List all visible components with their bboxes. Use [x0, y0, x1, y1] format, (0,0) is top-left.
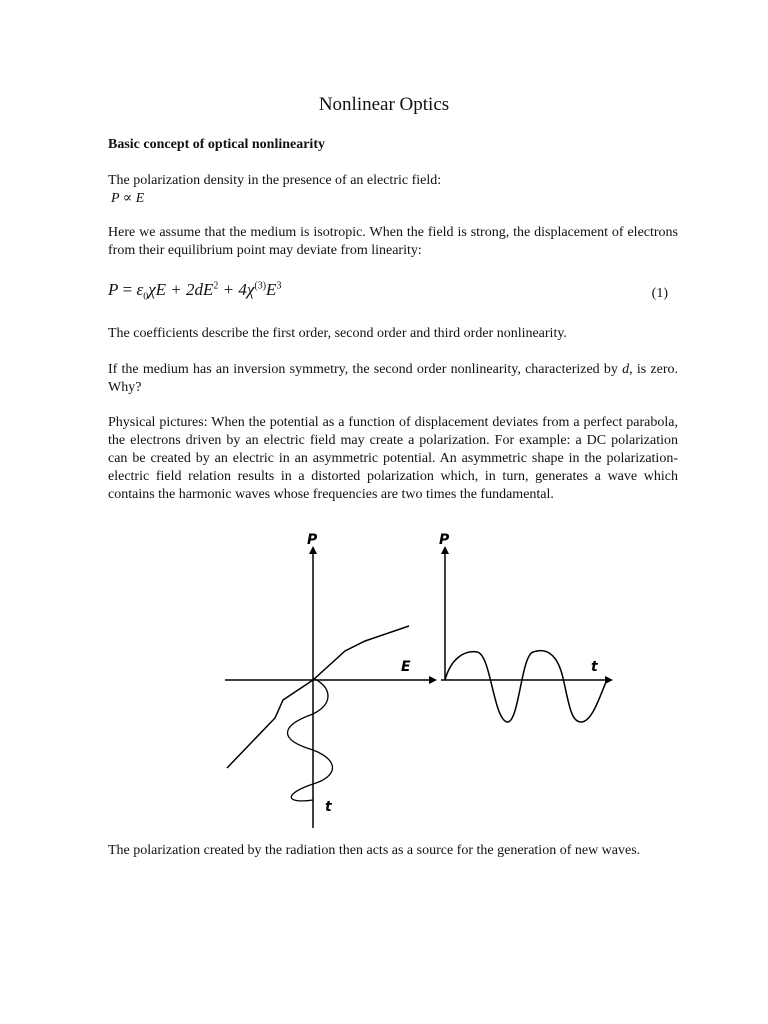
- right-y-label: P: [439, 532, 450, 548]
- eq-term2: + 4χ: [218, 280, 255, 299]
- text-part-b: , is zero. Why?: [108, 362, 678, 395]
- eq-sup3: (3): [254, 280, 267, 292]
- equation-1: [108, 280, 668, 308]
- polarization-figure: [215, 528, 615, 833]
- paragraph-inversion-symmetry: [108, 361, 678, 397]
- p-e-curve: [227, 626, 409, 768]
- text-part-a: If the medium has an inversion symmetry, the second order nonlinearity, characterized by: [108, 362, 623, 377]
- eq-sup4: 3: [276, 280, 282, 292]
- eq-epsilon-sub: 0: [143, 291, 149, 303]
- left-y-label: P: [307, 532, 318, 548]
- paragraph-isotropic: Here we assume that the medium is isotropic. When the field is strong, the displacement of electrons from their equilibrium point may deviate from linearity:: [108, 225, 678, 258]
- eq-lhs: P: [108, 280, 119, 299]
- left-t-label: t: [325, 799, 332, 815]
- paragraph-source-generation: The polarization created by the radiation then acts as a source for the generation of new waves.: [108, 843, 641, 858]
- paragraph-physical-pictures: Physical pictures: When the potential as a function of displacement deviates from a perfect parabola, the electrons driven by an electric field may create a polarization. For example: a DC polarization can be created by an electric in an asymmetric potential. An asymmetric shape in the polarization-electric field relation results in a distorted polarization which, in turn, generates a wave which contains the harmonic waves whose frequencies are two times the fundamental.: [108, 415, 678, 502]
- text-d-italic: d: [622, 362, 630, 377]
- paragraph-coefficients: The coefficients describe the first order, second order and third order nonlinearity.: [108, 326, 567, 341]
- polarization-wave: [445, 651, 607, 722]
- eq-term1: χE + 2dE: [148, 280, 214, 299]
- paragraph-text: The polarization density in the presence of an electric field:: [108, 173, 442, 188]
- eq-epsilon: ε: [136, 280, 144, 299]
- equation-number: (1): [651, 286, 668, 301]
- driving-field-wave: [288, 678, 333, 801]
- section-heading: Basic concept of optical nonlinearity: [108, 137, 325, 152]
- eq-sup2: 2: [213, 280, 219, 292]
- proportionality-formula: P ∝ E: [111, 191, 145, 206]
- eq-term3: E: [266, 280, 277, 299]
- eq-equals: =: [118, 280, 137, 299]
- right-x-label: t: [591, 659, 598, 675]
- left-x-label: E: [401, 659, 411, 675]
- page-title: Nonlinear Optics: [318, 94, 450, 115]
- paragraph-polarization-density: [108, 172, 678, 208]
